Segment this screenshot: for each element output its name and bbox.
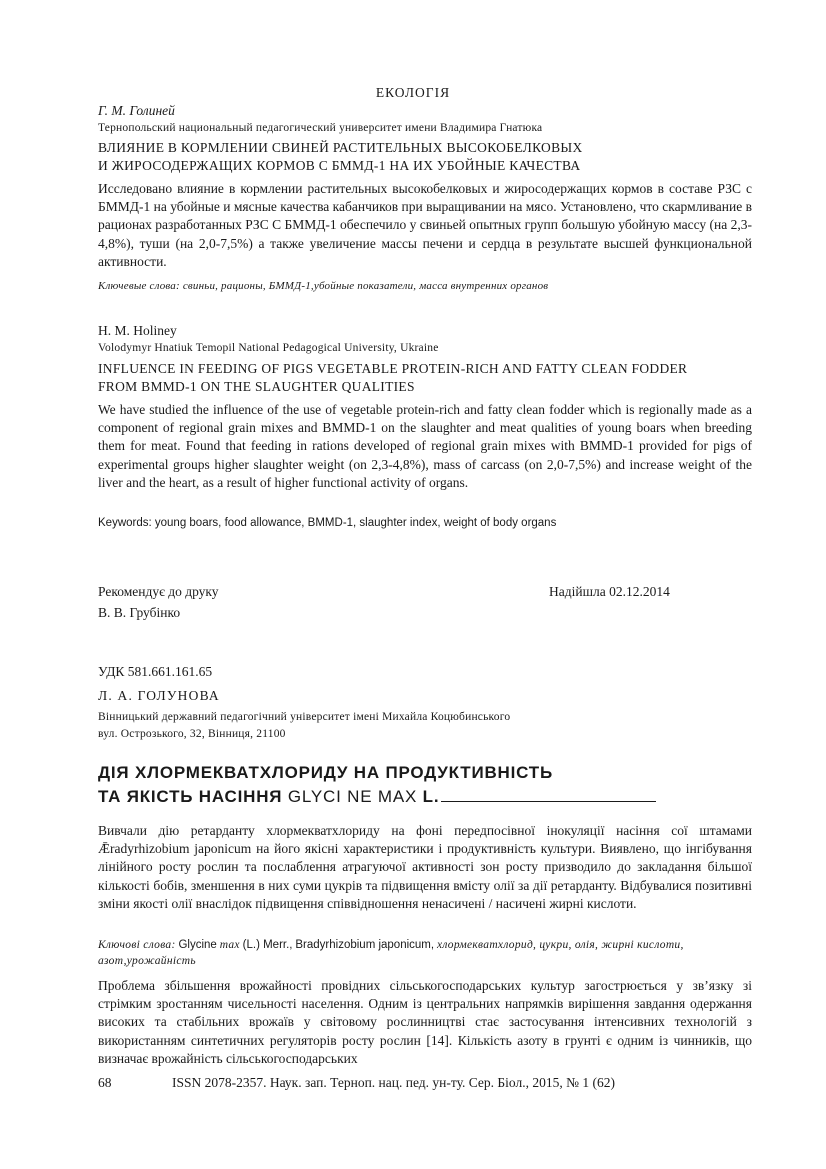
ua-author: Л. А. ГОЛУНОВА bbox=[98, 688, 220, 703]
ua-kw-rest: хлормекватхлорид, цукри, олія, жирні кислоти, азот,урожайність bbox=[98, 939, 684, 967]
ua-title-line-1: ДІЯ ХЛОРМЕКВАТХЛОРИДУ НА ПРОДУКТИВНІСТЬ bbox=[98, 763, 554, 782]
ru-title-line-2: И ЖИРОСОДЕРЖАЩИХ КОРМОВ С БММД-1 НА ИХ УБОЙНЫЕ КАЧЕСТВА bbox=[98, 158, 581, 173]
ua-keywords bbox=[98, 937, 752, 969]
ru-affiliation: Тернопольский национальный педагогический университет имени Владимира Гнатюка bbox=[98, 122, 543, 134]
section-heading: ЕКОЛОГІЯ bbox=[375, 85, 451, 100]
ua-title-line-2 bbox=[98, 785, 656, 809]
ua-body-text: Проблема збільшення врожайності провідних сільськогосподарських культур загострюється у зв’язку зі стрімким зростанням чисельності населення. Одним із центральних напрямків вирішення завдання одержання високих та стабільних врожаїв у світовому рослинництві стає застосування інтенсивних технологій з використанням синтетичних регуляторів росту рослин [14]. Кількість азоту в грунті є одним із чинників, що визначає врожайність сільськогосподарських bbox=[98, 978, 752, 1066]
ru-author: Г. М. Голиней bbox=[98, 103, 175, 118]
ru-abstract: Исследовано влияние в кормлении растительных высокобелковых и жиросодержащих кормов в составе РЗС с БММД-1 на убойные и мясные качества кабанчиков при выращивании на мясо. Установлено, что скармливание в рационах разработанных РЗС С БММД-1 обеспечило у свиньей опытных групп большую убойную массу (на 2,3-4,8%), туши (на 2,0-7,5%) а также увеличение массы печени и сердца в результате высшей функциональной активности. bbox=[98, 181, 752, 269]
ua-abstract: Вивчали дію ретарданту хлормекватхлориду на фоні передпосівної інокуляції насіння сої штамами Ǣradyrhizobium japonicum на його якісні характеристики і продуктивність культури. Виявлено, що інгібування лінійного росту рослин та послаблення атрагуючої активності зон росту призводило до закладання більшої кількості бобів, зменшення в них суми цукрів та підвищення вмісту олії за дії ретарданту. Відбувалися позитивні зміни якості олії внаслідок підвищення співвідношення ненасичені / насичені жирні кислоти. bbox=[98, 823, 752, 911]
reviewer-name: В. В. Грубінко bbox=[98, 605, 181, 620]
ua-kw-max: max bbox=[219, 939, 240, 951]
title-underline bbox=[441, 786, 656, 802]
en-abstract: We have studied the influence of the use of vegetable protein-rich and fatty clean fodder which is regionally made as a component of regional grain mixes and BMMD-1 on the slaughter and meat qualities of young boars when breeding them for meat. Found that feeding in rations developed of regional grain mixes with BMMD-1 provided for pigs of experimental groups higher slaughter weight (on 2,3-4,8%), mass of carcass (on 2,0-7,5%) and increase weight of the liver and the heart, as a result of higher functional activity of organs. bbox=[98, 402, 752, 490]
ru-keywords: Ключевые слова: свиньи, рационы, БММД-1,убойные показатели, масса внутренних органов bbox=[98, 280, 549, 292]
ua-kw-merr: (L.) Merr., bbox=[242, 939, 293, 951]
ua-affiliation-line-1: Вінницький державний педагогічний університет імені Михайла Коцюбинського bbox=[98, 711, 511, 723]
en-title-line-2: FROM BMMD-1 ON THE SLAUGHTER QUALITIES bbox=[98, 379, 415, 394]
ua-title-bold-part: ТА ЯКІСТЬ НАСІННЯ bbox=[98, 787, 283, 806]
en-author: H. M. Holiney bbox=[98, 323, 177, 338]
udk-code: УДК 581.661.161.65 bbox=[98, 664, 213, 679]
recommend-label: Рекомендує до друку bbox=[98, 584, 219, 599]
received-date: Надійшла 02.12.2014 bbox=[549, 584, 670, 599]
en-title-line-1: INFLUENCE IN FEEDING OF PIGS VEGETABLE PROTEIN-RICH AND FATTY CLEAN FODDER bbox=[98, 361, 688, 376]
ua-kw-brady: Bradyrhizobium japonicum, bbox=[295, 939, 435, 951]
en-affiliation: Volodymyr Hnatiuk Temopil National Pedagogical University, Ukraine bbox=[98, 342, 439, 354]
ru-title-line-1: ВЛИЯНИЕ В КОРМЛЕНИИ СВИНЕЙ РАСТИТЕЛЬНЫХ ВЫСОКОБЕЛКОВЫХ bbox=[98, 140, 583, 155]
ua-keywords-label: Ключові слова: bbox=[98, 939, 176, 951]
page-number: 68 bbox=[98, 1075, 112, 1090]
ua-kw-glycine: Glycine bbox=[178, 939, 217, 951]
en-keywords: Keywords: young boars, food allowance, BMMD-1, slaughter index, weight of body organs bbox=[98, 517, 557, 529]
ua-title-species: GLYCI NE MAX bbox=[287, 787, 418, 806]
journal-footer: ISSN 2078-2357. Наук. зап. Терноп. нац. пед. ун-ту. Сер. Біол., 2015, № 1 (62) bbox=[172, 1075, 615, 1090]
ua-title-end: L. bbox=[422, 787, 440, 806]
ua-affiliation-line-2: вул. Острозького, 32, Вінниця, 21100 bbox=[98, 728, 286, 740]
